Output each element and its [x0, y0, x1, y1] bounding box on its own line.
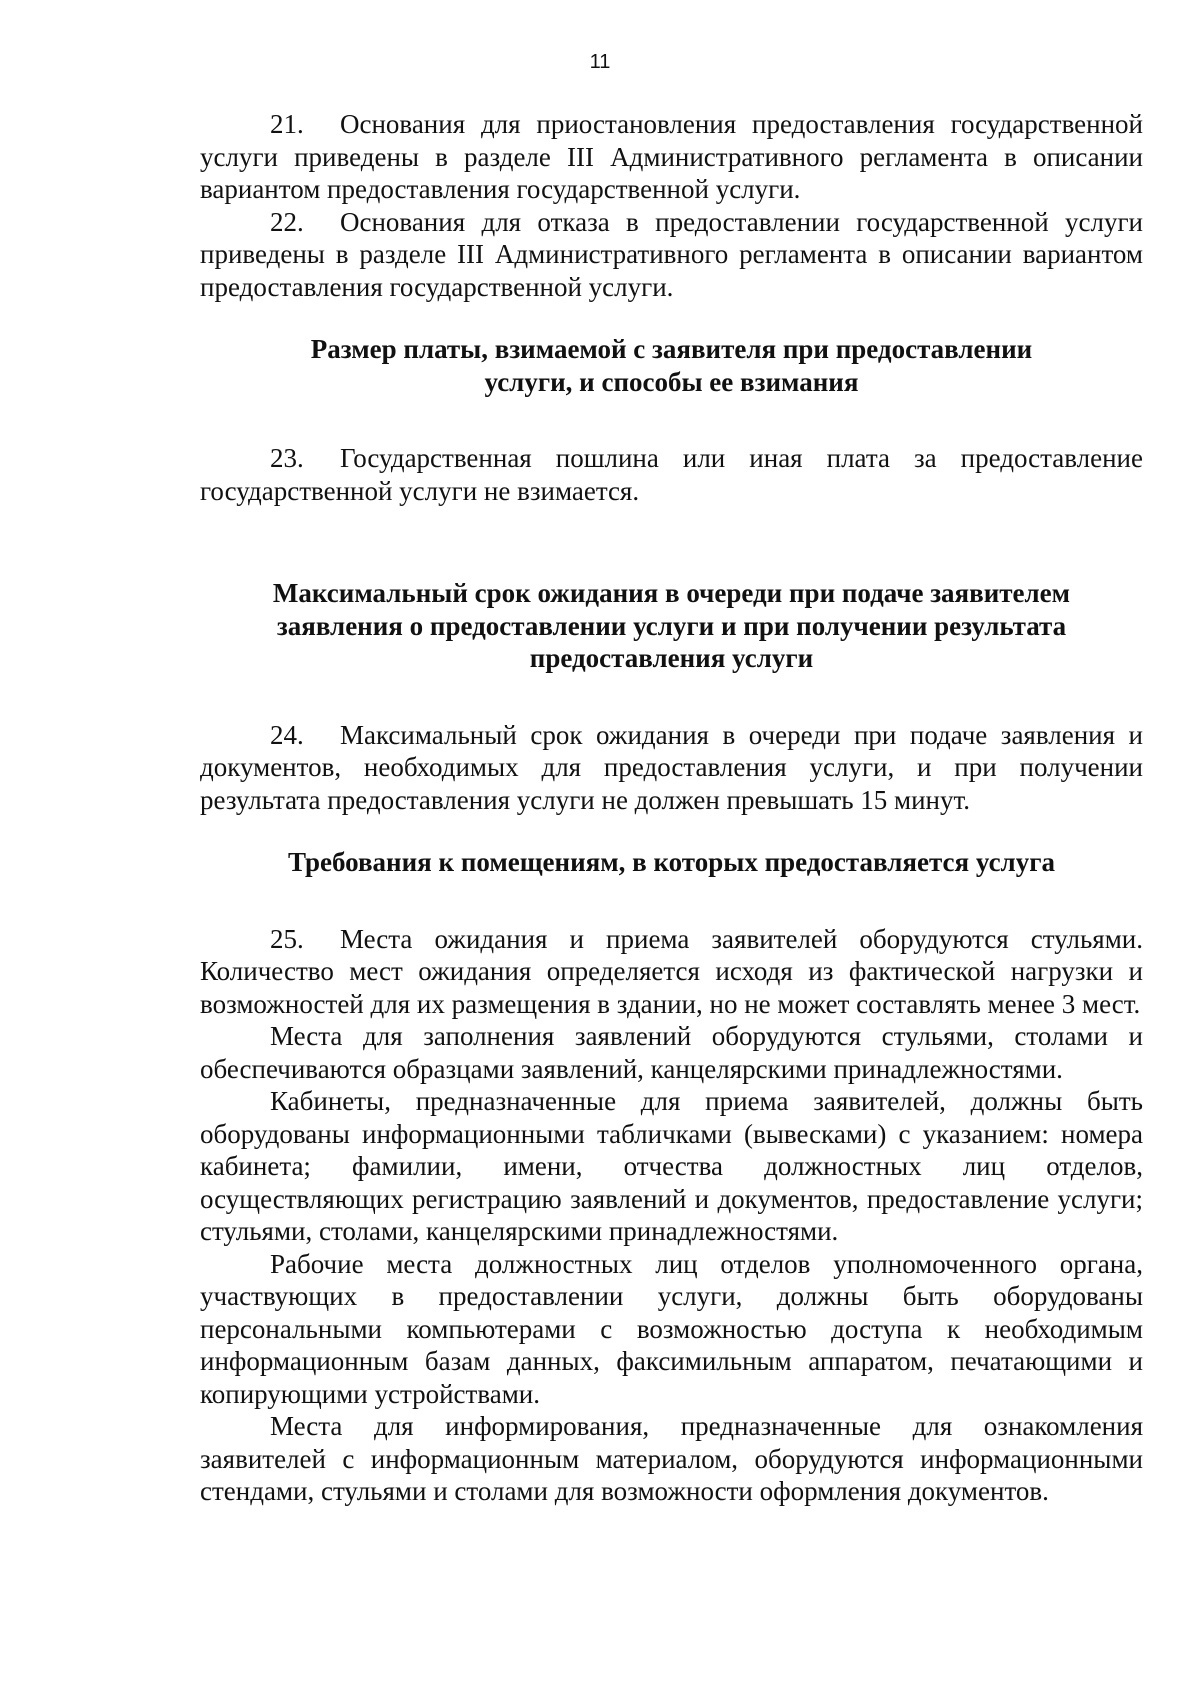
section-heading-premises: Требования к помещениям, в которых предоставляется услуга [288, 847, 1055, 877]
paragraph-25-forms: Места для заполнения заявлений оборудуются стульями, столами и обеспечиваются образцами заявлений, канцелярскими принадлежностями. [200, 1021, 1143, 1084]
paragraph-25 [200, 923, 1143, 1021]
paragraph-text: Основания для приостановления предоставления государственной услуги приведены в разделе III Административного регламента в описании вариантом предоставления государственной услуги. [200, 109, 1143, 204]
document-body [200, 108, 1143, 1508]
section-heading-fee [200, 333, 1143, 398]
paragraph-number: 22. [270, 206, 304, 237]
page-number: 11 [589, 51, 611, 73]
paragraph-22 [200, 206, 1143, 304]
heading-line: Максимальный срок ожидания в очереди при подаче заявителем [272, 578, 1071, 608]
paragraph-text: Максимальный срок ожидания в очереди при подаче заявления и документов, необходимых для предоставления услуги, и при получении результата предоставления услуги не должен превышать 15 минут. [200, 719, 1143, 815]
paragraph-text: Государственная пошлина или иная плата за предоставление государственной услуги не взимается. [200, 443, 1143, 506]
paragraph-25-info: Места для информирования, предназначенные для ознакомления заявителей с информационным материалом, оборудуются информационными стендами, стульями и столами для возможности оформления документов. [200, 1411, 1143, 1506]
paragraph-number: 23. [270, 443, 304, 473]
paragraph-24 [200, 719, 1143, 817]
heading-line: предоставления услуги [529, 643, 814, 673]
paragraph-25-workplaces: Рабочие места должностных лиц отделов уполномоченного органа, участвующих в предоставлении услуги, должны быть оборудованы персональными компьютерами с возможностью доступа к необходимым информационным базам данных, факсимильным аппаратом, печатающими и копирующими устройствами. [200, 1248, 1143, 1409]
paragraph-text: Основания для отказа в предоставлении государственной услуги приведены в разделе III Административного регламента в описании вариантом предоставления государственной услуги. [200, 206, 1143, 302]
paragraph-text: Места ожидания и приема заявителей оборудуются стульями. Количество мест ожидания определяется исходя из фактической нагрузки и возможностей для их размещения в здании, но не может составлять менее 3 мест. [200, 923, 1143, 1019]
heading-line: услуги, и способы ее взимания [484, 366, 859, 397]
paragraph-23 [200, 442, 1143, 507]
paragraph-21 [200, 108, 1143, 206]
heading-line: заявления о предоставлении услуги и при получении результата [276, 610, 1067, 641]
paragraph-number: 21. [270, 109, 304, 139]
paragraph-number: 24. [270, 719, 304, 750]
paragraph-25-cabinets: Кабинеты, предназначенные для приема заявителей, должны быть оборудованы информационными табличками (вывесками) с указанием: номера кабинета; фамилии, имени, отчества должностных лиц отделов, осуществляющих регистрацию заявлений и документов, предоставление услуги; стульями, столами, канцелярскими принадлежностями. [200, 1086, 1143, 1246]
paragraph-number: 25. [270, 923, 304, 954]
section-heading-queue [200, 577, 1143, 675]
heading-line: Размер платы, взимаемой с заявителя при предоставлении [310, 334, 1033, 364]
